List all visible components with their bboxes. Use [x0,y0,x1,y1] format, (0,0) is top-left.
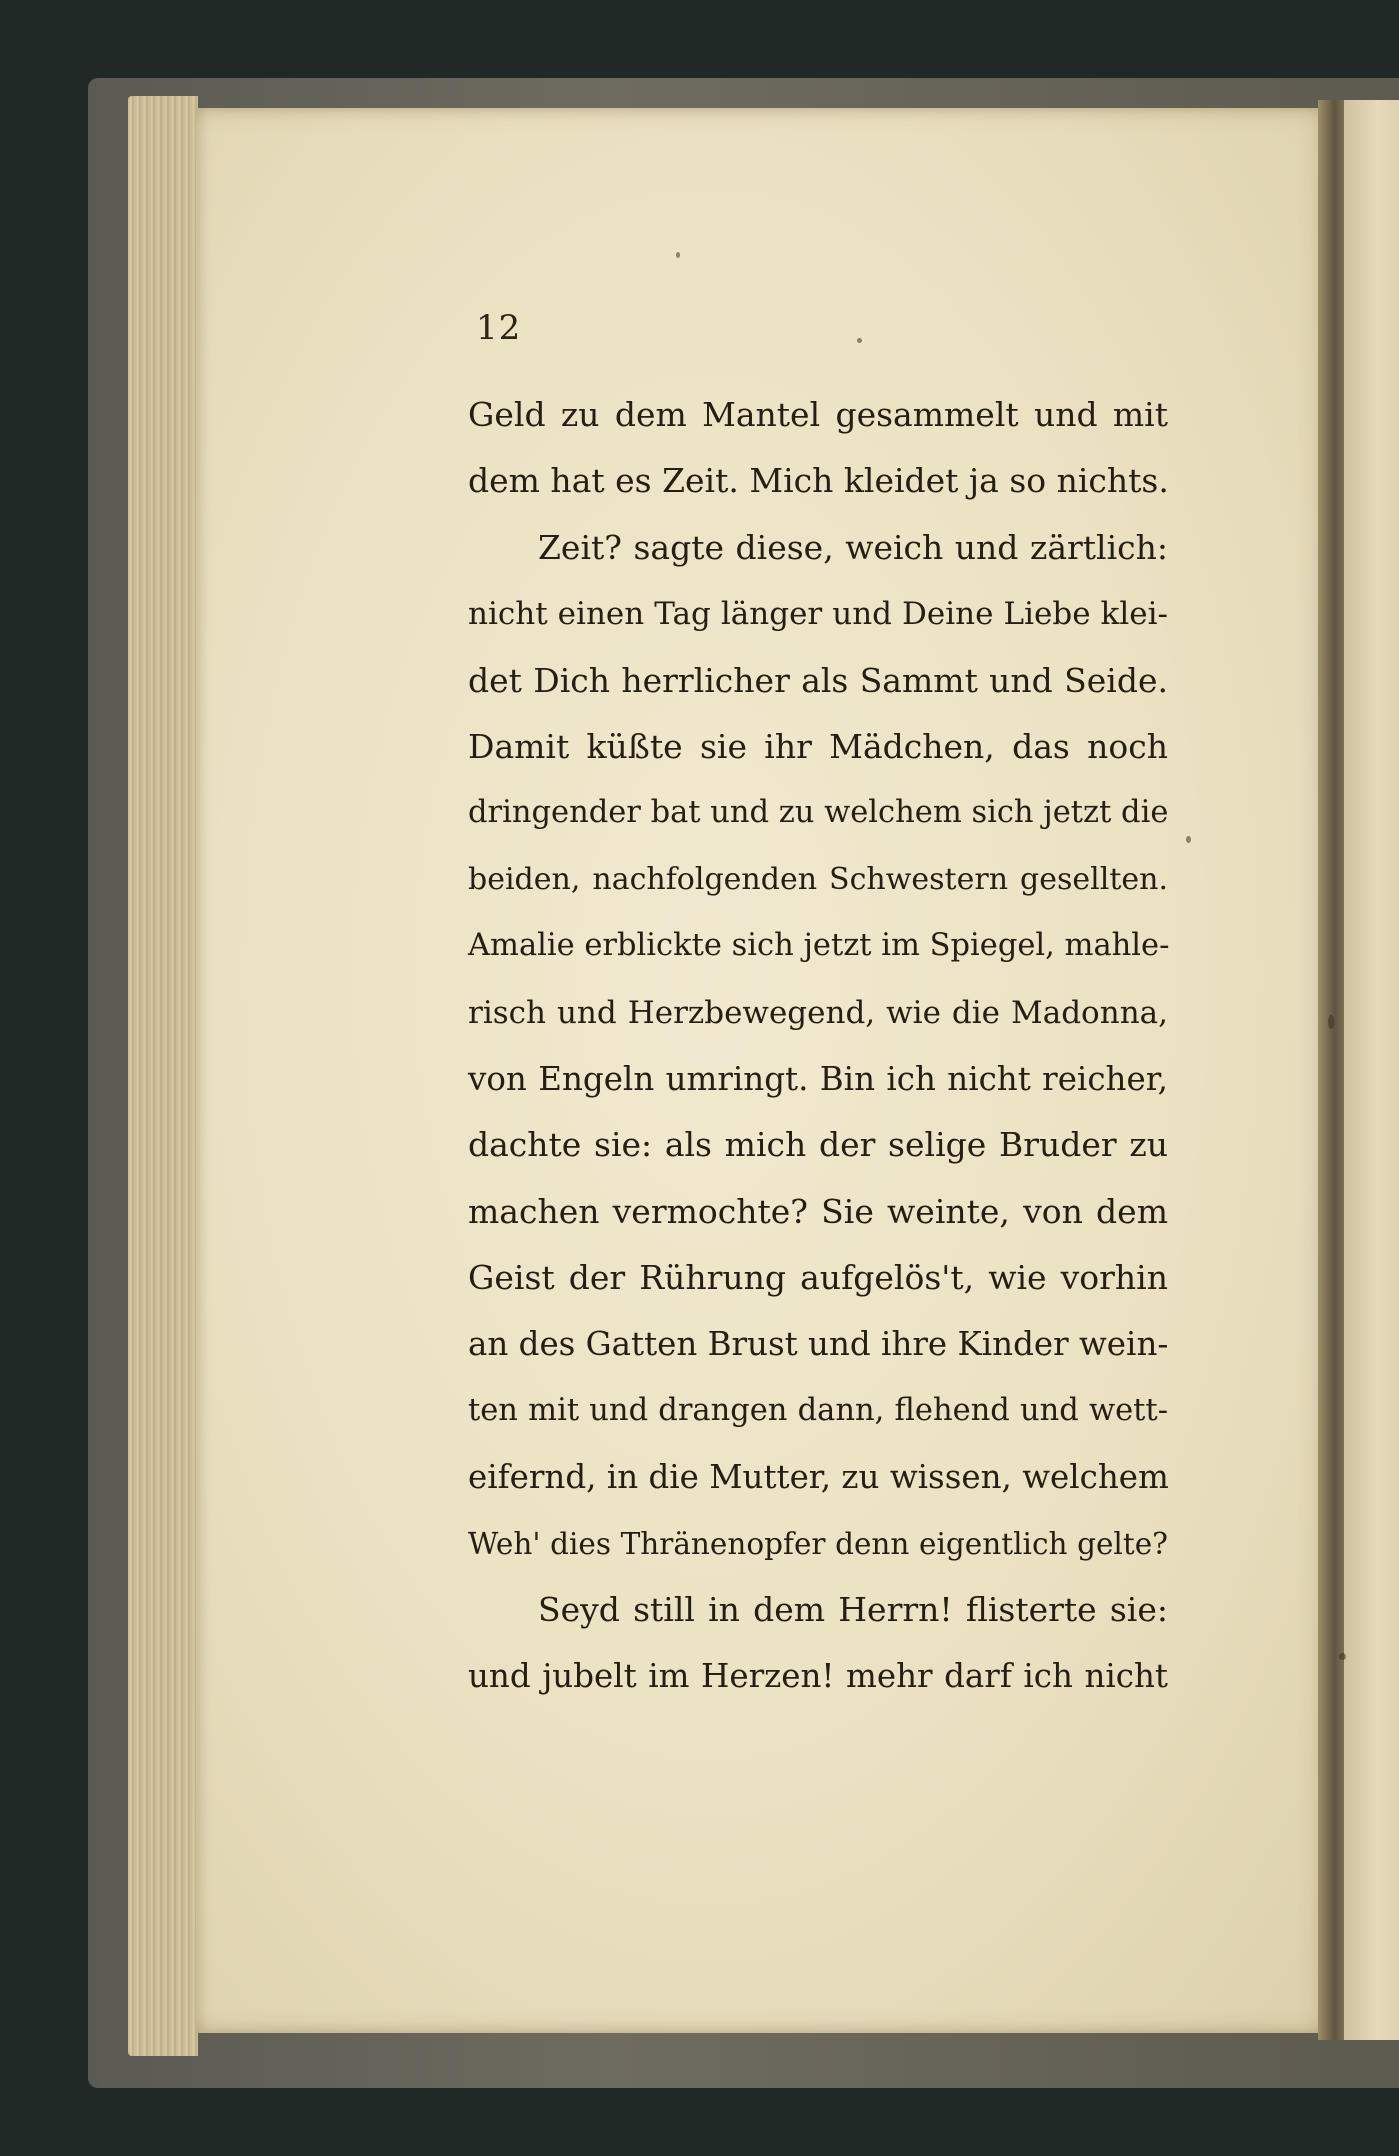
paper-speck [676,252,680,258]
paper-speck [1186,836,1191,843]
text-line: risch und Herzbewegend, wie die Madonna, [468,994,1168,1031]
text-line: Damit küßte sie ihr Mädchen, das noch [468,726,1168,766]
text-line: an des Gatten Brust und ihre Kinder wein- [468,1325,1169,1364]
text-line: beiden, nachfolgenden Schwestern gesellten. [468,861,1168,897]
text-line: Geld zu dem Mantel gesammelt und mit [468,395,1168,434]
paper-speck [857,338,862,343]
text-line: Amalie erblickte sich jetzt im Spiegel, mahle- [468,928,1170,964]
paper-speck [1328,1015,1334,1029]
text-line: Seyd still in dem Herrn! flisterte sie: [538,1590,1168,1630]
text-line: dringender bat und zu welchem sich jetzt die [468,795,1169,831]
text-line: Geist der Rührung aufgelös't, wie vorhin [468,1258,1168,1298]
text-line: det Dich herrlicher als Sammt und Seide. [468,660,1168,700]
text-line: nicht einen Tag länger und Deine Liebe klei- [468,596,1168,633]
text-line: Zeit? sagte diese, weich und zärtlich: [538,527,1168,567]
text-line: machen vermochte? Sie weinte, von dem [468,1191,1168,1231]
text-line: dachte sie: als mich der selige Bruder zu [468,1125,1168,1165]
text-line: Weh' dies Thränenopfer denn eigentlich gelte? [468,1526,1168,1561]
text-line: von Engeln umringt. Bin ich nicht reicher, [468,1059,1168,1098]
page-edges [128,96,198,2056]
facing-page-edge [1344,100,1399,2040]
text-line: eifernd, in die Mutter, zu wissen, welchem [468,1458,1169,1497]
page-number: 12 [476,308,522,348]
text-line: dem hat es Zeit. Mich kleidet ja so nichts. [468,461,1169,501]
text-line: ten mit und drangen dann, flehend und wett- [468,1392,1168,1428]
text-line: und jubelt im Herzen! mehr darf ich nicht [468,1657,1168,1696]
body-text [468,382,1168,1710]
paper-speck [1339,1653,1346,1660]
